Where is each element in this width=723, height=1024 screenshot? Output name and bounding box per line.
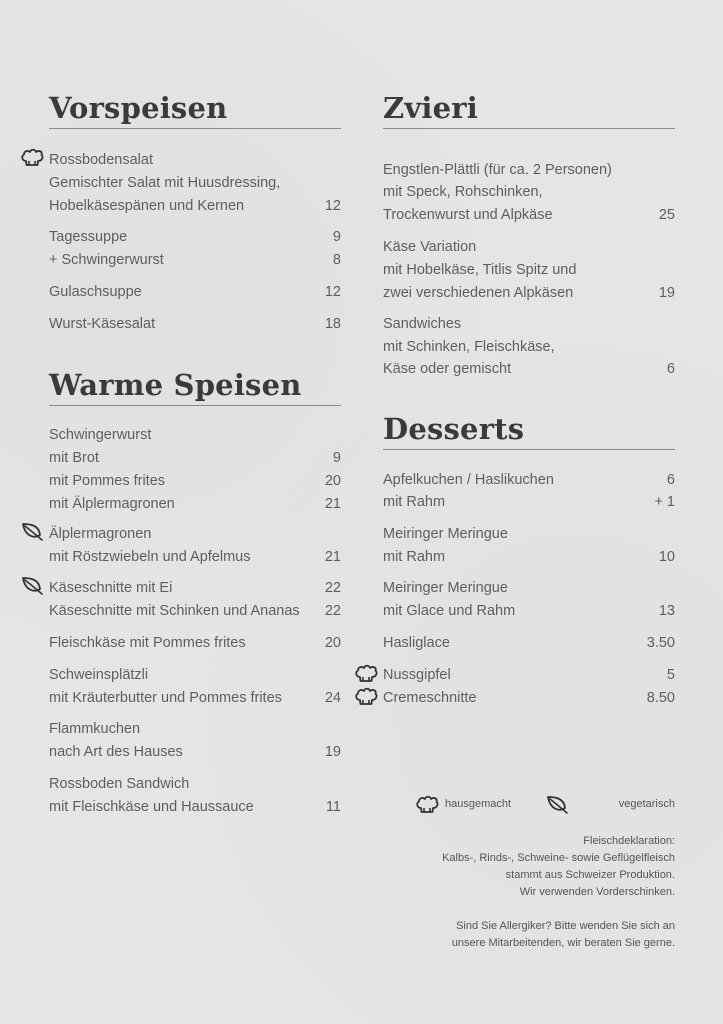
item-name: Tagessuppe — [49, 229, 128, 245]
item-description: nach Art des Hauses — [49, 744, 183, 760]
item-extra: + Schwingerwurst — [49, 252, 164, 268]
note-line: Sind Sie Allergiker? Bitte wenden Sie sich an — [456, 920, 675, 932]
item-price: 25 — [658, 207, 675, 223]
item-name: Schwingerwurst — [49, 427, 152, 443]
legend-vegetarian-label: vegetarisch — [618, 798, 675, 810]
item-name: Sandwiches — [383, 316, 462, 332]
item-price: 12 — [324, 198, 341, 214]
item-description: mit Fleischkäse und Haussauce — [49, 799, 254, 815]
icon-legend — [415, 792, 675, 816]
item-description: mit Röstzwiebeln und Apfelmus — [49, 549, 251, 565]
item-price: 9 — [332, 229, 341, 245]
item-price: 20 — [324, 635, 341, 651]
chef-hat-icon — [354, 686, 378, 706]
item-extra-price: + 1 — [654, 494, 675, 510]
item-price: 18 — [324, 316, 341, 332]
section-desserts — [383, 409, 675, 450]
item-name: Fleischkäse mit Pommes frites — [49, 635, 246, 651]
item-description: mit Glace und Rahm — [383, 603, 516, 619]
item-price: 12 — [324, 284, 341, 300]
item-name: Engstlen-Plättli (für ca. 2 Personen) — [383, 162, 612, 178]
item-name: Meiringer Meringue — [383, 580, 508, 596]
item-name: Flammkuchen — [49, 721, 141, 737]
item-extra-price: 8 — [332, 252, 341, 268]
item-name: Älplermagronen — [49, 526, 152, 542]
section-title-zvieri: Zvieri — [383, 88, 675, 129]
leaf-icon — [20, 575, 44, 595]
item-variant: mit Älplermagronen — [49, 496, 175, 512]
item-description: mit Speck, Rohschinken, — [383, 184, 543, 200]
note-line: Wir verwenden Vorderschinken. — [519, 886, 675, 898]
item-price: 22 — [324, 603, 341, 619]
section-zvieri — [383, 88, 675, 129]
section-title-warme-speisen: Warme Speisen — [49, 365, 341, 406]
chef-hat-icon — [415, 794, 439, 814]
item-extra: mit Rahm — [383, 494, 446, 510]
item-description: mit Schinken, Fleischkäse, — [383, 339, 555, 355]
item-price: 10 — [658, 549, 675, 565]
item-name: Hasliglace — [383, 635, 450, 651]
item-price: 9 — [332, 450, 341, 466]
item-variant: mit Pommes frites — [49, 473, 166, 489]
leaf-icon — [20, 521, 44, 541]
item-description: Käse oder gemischt — [383, 361, 512, 377]
item-price: 20 — [324, 473, 341, 489]
item-variant: Käseschnitte mit Schinken und Ananas — [49, 603, 300, 619]
note-line: stammt aus Schweizer Produktion. — [505, 869, 675, 881]
item-price: 13 — [658, 603, 675, 619]
note-line: Fleischdeklaration: — [583, 835, 675, 847]
item-price: 24 — [324, 690, 341, 706]
note-line: Kalbs-, Rinds-, Schweine- sowie Geflügelfleisch — [442, 852, 675, 864]
item-price: 21 — [324, 496, 341, 512]
leaf-icon — [545, 794, 569, 814]
item-name: Nussgipfel — [383, 667, 451, 683]
item-name: Apfelkuchen / Haslikuchen — [383, 472, 554, 488]
item-price: 6 — [666, 472, 675, 488]
item-description: Gemischter Salat mit Huusdressing, — [49, 175, 281, 191]
section-title-desserts: Desserts — [383, 409, 675, 450]
item-name: Schweinsplätzli — [49, 667, 149, 683]
meat-declaration — [395, 833, 675, 901]
item-description: Trockenwurst und Alpkäse — [383, 207, 553, 223]
item-description: mit Rahm — [383, 549, 446, 565]
item-variant: mit Brot — [49, 450, 99, 466]
chef-hat-icon — [20, 147, 44, 167]
note-line: unsere Mitarbeitenden, wir beraten Sie gerne. — [451, 937, 675, 949]
item-name: Käse Variation — [383, 239, 477, 255]
item-price: 5 — [666, 667, 675, 683]
item-price: 19 — [324, 744, 341, 760]
chef-hat-icon — [354, 663, 378, 683]
item-name: Meiringer Meringue — [383, 526, 508, 542]
item-name: Cremeschnitte — [383, 690, 477, 706]
item-price: 8.50 — [646, 690, 675, 706]
item-price: 21 — [324, 549, 341, 565]
item-price: 6 — [666, 361, 675, 377]
item-description: mit Kräuterbutter und Pommes frites — [49, 690, 282, 706]
allergy-note — [395, 918, 675, 952]
item-price: 11 — [325, 799, 341, 815]
item-description: zwei verschiedenen Alpkäsen — [383, 285, 574, 301]
section-warme-speisen — [49, 365, 341, 406]
legend-homemade-label: hausgemacht — [445, 798, 512, 810]
item-price: 19 — [658, 285, 675, 301]
section-title-vorspeisen: Vorspeisen — [49, 88, 341, 129]
item-price: 22 — [324, 580, 341, 596]
item-price: 3.50 — [646, 635, 675, 651]
section-vorspeisen — [49, 88, 341, 129]
item-name: Rossbodensalat — [49, 152, 153, 168]
item-name: Gulaschsuppe — [49, 284, 142, 300]
item-description: mit Hobelkäse, Titlis Spitz und — [383, 262, 577, 278]
item-description: Hobelkäsespänen und Kernen — [49, 198, 245, 214]
item-name: Käseschnitte mit Ei — [49, 580, 173, 596]
item-name: Rossboden Sandwich — [49, 776, 190, 792]
item-name: Wurst-Käsesalat — [49, 316, 156, 332]
